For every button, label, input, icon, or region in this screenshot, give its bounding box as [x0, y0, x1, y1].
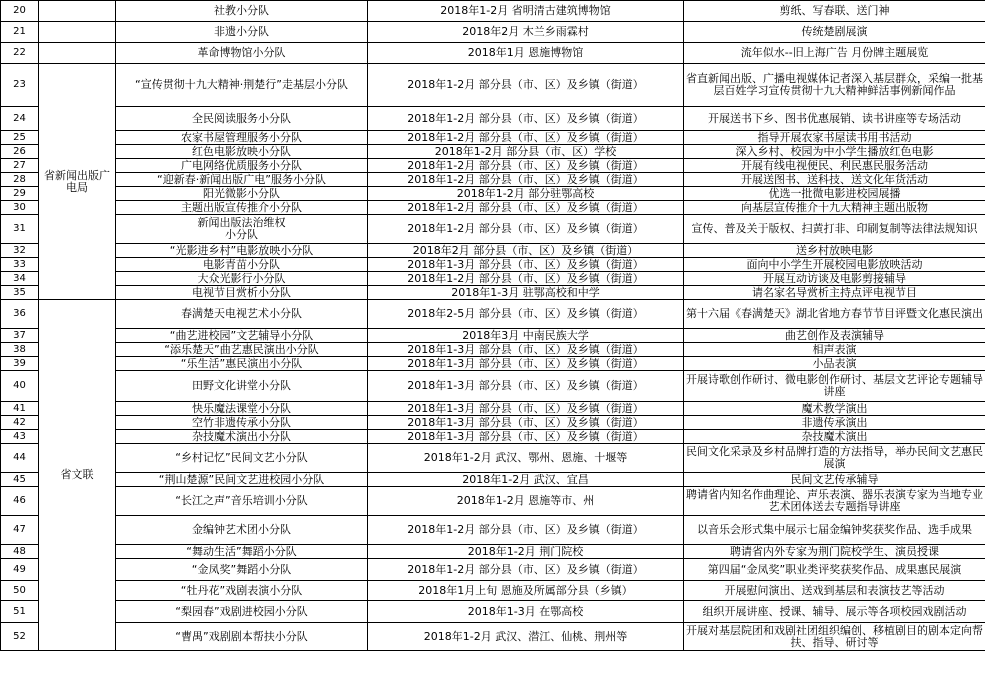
team-name: “光影进乡村”电影放映小分队 [116, 244, 368, 258]
activity-content: 开展互动访谈及电影剪接辅导 [684, 272, 985, 286]
row-number: 29 [1, 187, 39, 201]
table-row [1, 430, 985, 444]
table-row [1, 402, 985, 416]
team-name: 春满楚天电视艺术小分队 [116, 300, 368, 329]
team-name: 革命博物馆小分队 [116, 43, 368, 64]
row-number: 28 [1, 173, 39, 187]
team-name: 田野文化讲堂小分队 [116, 371, 368, 402]
table-row [1, 173, 985, 187]
table-row [1, 601, 985, 623]
activity-content: 传统楚剧展演 [684, 22, 985, 43]
schedule-location: 2018年1-2月 部分县（市、区）及乡镇（街道） [368, 272, 684, 286]
row-number: 39 [1, 357, 39, 371]
schedule-location: 2018年1-3月 部分县（市、区）及乡镇（街道） [368, 402, 684, 416]
table-row [1, 357, 985, 371]
team-name: 全民阅读服务小分队 [116, 107, 368, 131]
table-row [1, 215, 985, 244]
row-number: 49 [1, 559, 39, 581]
table-row [1, 1, 985, 22]
schedule-location: 2018年1-2月 部分县（市、区）及乡镇（街道） [368, 64, 684, 107]
team-name: 农家书屋管理服务小分队 [116, 131, 368, 145]
team-name: “添乐楚天”曲艺惠民演出小分队 [116, 343, 368, 357]
row-number: 30 [1, 201, 39, 215]
activity-content: 曲艺创作及表演辅导 [684, 329, 985, 343]
activity-content: 小品表演 [684, 357, 985, 371]
table-row [1, 43, 985, 64]
activity-content: 第四届“金凤奖”职业类评奖获奖作品、成果惠民展演 [684, 559, 985, 581]
team-name: “乐生活”惠民演出小分队 [116, 357, 368, 371]
schedule-location: 2018年1-3月 在鄂高校 [368, 601, 684, 623]
activity-content: 非遗传承演出 [684, 416, 985, 430]
schedule-location: 2018年1-2月 部分县（市、区）及乡镇（街道） [368, 516, 684, 545]
activity-content: 魔术教学演出 [684, 402, 985, 416]
activity-content: 宣传、普及关于版权、扫黄打非、印刷复制等法律法规知识 [684, 215, 985, 244]
row-number: 36 [1, 300, 39, 329]
table-row [1, 22, 985, 43]
table-row [1, 286, 985, 300]
row-number: 45 [1, 473, 39, 487]
row-number: 20 [1, 1, 39, 22]
team-name: 广电网络优质服务小分队 [116, 159, 368, 173]
activity-content: 第十六届《春满楚天》湖北省地方春节节目评暨文化惠民演出 [684, 300, 985, 329]
row-number: 34 [1, 272, 39, 286]
team-name: “荆山楚源”民间文艺进校园小分队 [116, 473, 368, 487]
schedule-location: 2018年1-2月 武汉、宜昌 [368, 473, 684, 487]
schedule-location: 2018年2月 木兰乡雨霖村 [368, 22, 684, 43]
team-name: 新闻出版法治维权 小分队 [116, 215, 368, 244]
table-row [1, 581, 985, 601]
table-row [1, 64, 985, 107]
schedule-location: 2018年1-2月 部分县（市、区）及乡镇（街道） [368, 201, 684, 215]
table-row [1, 516, 985, 545]
activity-content: 剪纸、写春联、送门神 [684, 1, 985, 22]
row-number: 32 [1, 244, 39, 258]
activity-content: 请名家名导赏析主持点评电视节目 [684, 286, 985, 300]
row-number: 48 [1, 545, 39, 559]
table-row [1, 623, 985, 651]
row-number: 33 [1, 258, 39, 272]
activity-content: 流年似水--旧上海广告 月份牌主题展览 [684, 43, 985, 64]
schedule-location: 2018年1-2月 部分县（市、区）及乡镇（街道） [368, 559, 684, 581]
schedule-location: 2018年1-3月 驻鄂高校和中学 [368, 286, 684, 300]
table-row [1, 187, 985, 201]
table-row [1, 131, 985, 145]
row-number: 23 [1, 64, 39, 107]
row-number: 24 [1, 107, 39, 131]
team-name: 阳光微影小分队 [116, 187, 368, 201]
row-number: 42 [1, 416, 39, 430]
schedule-location: 2018年2-5月 部分县（市、区）及乡镇（街道） [368, 300, 684, 329]
table-row [1, 107, 985, 131]
schedule-location: 2018年1月上旬 恩施及所属部分县（乡镇） [368, 581, 684, 601]
department-cell [39, 22, 116, 43]
team-name: “舞动生活”舞蹈小分队 [116, 545, 368, 559]
activity-content: 开展送图书、送科技、送文化年货活动 [684, 173, 985, 187]
team-name: 杂技魔术演出小分队 [116, 430, 368, 444]
table-row [1, 159, 985, 173]
activity-content: 民间文艺传承辅导 [684, 473, 985, 487]
activity-content: 以音乐会形式集中展示七届金编钟奖获奖作品、选手成果 [684, 516, 985, 545]
activity-content: 省直新闻出版、广播电视媒体记者深入基层群众，采编一批基层百姓学习宣传贯彻十九大精神鲜活事例新闻作品 [684, 64, 985, 107]
table-row [1, 416, 985, 430]
schedule-location: 2018年1-2月 荆门院校 [368, 545, 684, 559]
schedule-location: 2018年1-2月 武汉、潜江、仙桃、荆州等 [368, 623, 684, 651]
activity-content: 优选一批微电影进校园展播 [684, 187, 985, 201]
team-name: “梨园春”戏剧进校园小分队 [116, 601, 368, 623]
activity-content: 民间文化采录及乡村品牌打造的方法指导，举办民间文艺惠民展演 [684, 444, 985, 473]
schedule-location: 2018年1-2月 武汉、鄂州、恩施、十堰等 [368, 444, 684, 473]
table-row [1, 559, 985, 581]
activity-content: 开展对基层院团和戏剧社团组织编创、移植剧目的剧本定向帮扶、指导、研讨等 [684, 623, 985, 651]
schedule-location: 2018年1-3月 部分县（市、区）及乡镇（街道） [368, 416, 684, 430]
row-number: 25 [1, 131, 39, 145]
schedule-location: 2018年1-2月 恩施等市、州 [368, 487, 684, 516]
row-number: 52 [1, 623, 39, 651]
row-number: 26 [1, 145, 39, 159]
activity-content: 开展诗歌创作研讨、微电影创作研讨、基层文艺评论专题辅导讲座 [684, 371, 985, 402]
row-number: 47 [1, 516, 39, 545]
row-number: 35 [1, 286, 39, 300]
table-row [1, 545, 985, 559]
team-name: “曹禺”戏剧剧本帮扶小分队 [116, 623, 368, 651]
schedule-location: 2018年1-2月 部分县（市、区）学校 [368, 145, 684, 159]
activity-content: 杂技魔术演出 [684, 430, 985, 444]
schedule-location: 2018年1-2月 部分驻鄂高校 [368, 187, 684, 201]
activity-content: 开展有线电视便民、利民惠民服务活动 [684, 159, 985, 173]
team-name: “乡村记忆”民间文艺小分队 [116, 444, 368, 473]
row-number: 43 [1, 430, 39, 444]
row-number: 44 [1, 444, 39, 473]
activity-content: 深入乡村、校园为中小学生播放红色电影 [684, 145, 985, 159]
activity-content: 组织开展讲座、授课、辅导、展示等各项校园戏剧活动 [684, 601, 985, 623]
team-name: 空竹非遗传承小分队 [116, 416, 368, 430]
table-row [1, 272, 985, 286]
schedule-location: 2018年1-3月 部分县（市、区）及乡镇（街道） [368, 343, 684, 357]
table-row [1, 300, 985, 329]
schedule-location: 2018年1-2月 省明清古建筑博物馆 [368, 1, 684, 22]
table-row [1, 371, 985, 402]
table-row [1, 444, 985, 473]
team-name: “长江之声”音乐培训小分队 [116, 487, 368, 516]
team-name: 社教小分队 [116, 1, 368, 22]
schedule-location: 2018年1-2月 部分县（市、区）及乡镇（街道） [368, 215, 684, 244]
team-name: 快乐魔法课堂小分队 [116, 402, 368, 416]
activity-content: 相声表演 [684, 343, 985, 357]
schedule-location: 2018年1-3月 部分县（市、区）及乡镇（街道） [368, 371, 684, 402]
schedule-location: 2018年2月 部分县（市、区）及乡镇（街道） [368, 244, 684, 258]
department-cell [39, 1, 116, 22]
department-cell [39, 43, 116, 64]
schedule-location: 2018年1月 恩施博物馆 [368, 43, 684, 64]
row-number: 37 [1, 329, 39, 343]
activity-content: 面向中小学生开展校园电影放映活动 [684, 258, 985, 272]
team-name: “牡丹花”戏剧表演小分队 [116, 581, 368, 601]
row-number: 50 [1, 581, 39, 601]
activity-content: 开展送书下乡、图书优惠展销、读书讲座等专场活动 [684, 107, 985, 131]
schedule-location: 2018年1-3月 部分县（市、区）及乡镇（街道） [368, 258, 684, 272]
table-row [1, 343, 985, 357]
team-name: “曲艺进校园”文艺辅导小分队 [116, 329, 368, 343]
team-name: “迎新春·新闻出版广电”服务小分队 [116, 173, 368, 187]
team-name: 红色电影放映小分队 [116, 145, 368, 159]
schedule-location: 2018年3月 中南民族大学 [368, 329, 684, 343]
activity-content: 聘请省内知名作曲理论、声乐表演、器乐表演专家为当地专业艺术团体送去专题指导讲座 [684, 487, 985, 516]
activity-content: 送乡村放映电影 [684, 244, 985, 258]
table-row [1, 201, 985, 215]
team-name: 电视节目赏析小分队 [116, 286, 368, 300]
schedule-location: 2018年1-3月 部分县（市、区）及乡镇（街道） [368, 357, 684, 371]
schedule-location: 2018年1-2月 部分县（市、区）及乡镇（街道） [368, 159, 684, 173]
schedule-location: 2018年1-2月 部分县（市、区）及乡镇（街道） [368, 173, 684, 187]
team-name: 电影青苗小分队 [116, 258, 368, 272]
activity-content: 指导开展农家书屋读书用书活动 [684, 131, 985, 145]
team-name: 非遗小分队 [116, 22, 368, 43]
schedule-location: 2018年1-2月 部分县（市、区）及乡镇（街道） [368, 131, 684, 145]
table-row [1, 329, 985, 343]
team-name: “金凤奖”舞蹈小分队 [116, 559, 368, 581]
schedule-location: 2018年1-3月 部分县（市、区）及乡镇（街道） [368, 430, 684, 444]
table-row [1, 258, 985, 272]
schedule-location: 2018年1-2月 部分县（市、区）及乡镇（街道） [368, 107, 684, 131]
row-number: 31 [1, 215, 39, 244]
activity-content: 聘请省内外专家为荆门院校学生、演员授课 [684, 545, 985, 559]
team-name: 主题出版宣传推介小分队 [116, 201, 368, 215]
row-number: 41 [1, 402, 39, 416]
department-cell: 省新闻出版广电局 [39, 64, 116, 300]
table-row [1, 244, 985, 258]
row-number: 38 [1, 343, 39, 357]
row-number: 27 [1, 159, 39, 173]
activity-content: 开展慰问演出、送戏到基层和表演技艺等活动 [684, 581, 985, 601]
table-row [1, 145, 985, 159]
row-number: 51 [1, 601, 39, 623]
row-number: 22 [1, 43, 39, 64]
table-row [1, 473, 985, 487]
team-name: 金编钟艺术团小分队 [116, 516, 368, 545]
table-row [1, 487, 985, 516]
team-name: “宣传贯彻十九大精神·荆楚行”走基层小分队 [116, 64, 368, 107]
department-cell: 省文联 [39, 300, 116, 651]
row-number: 21 [1, 22, 39, 43]
team-name: 大众光影行小分队 [116, 272, 368, 286]
row-number: 46 [1, 487, 39, 516]
activity-content: 向基层宣传推介十九大精神主题出版物 [684, 201, 985, 215]
row-number: 40 [1, 371, 39, 402]
